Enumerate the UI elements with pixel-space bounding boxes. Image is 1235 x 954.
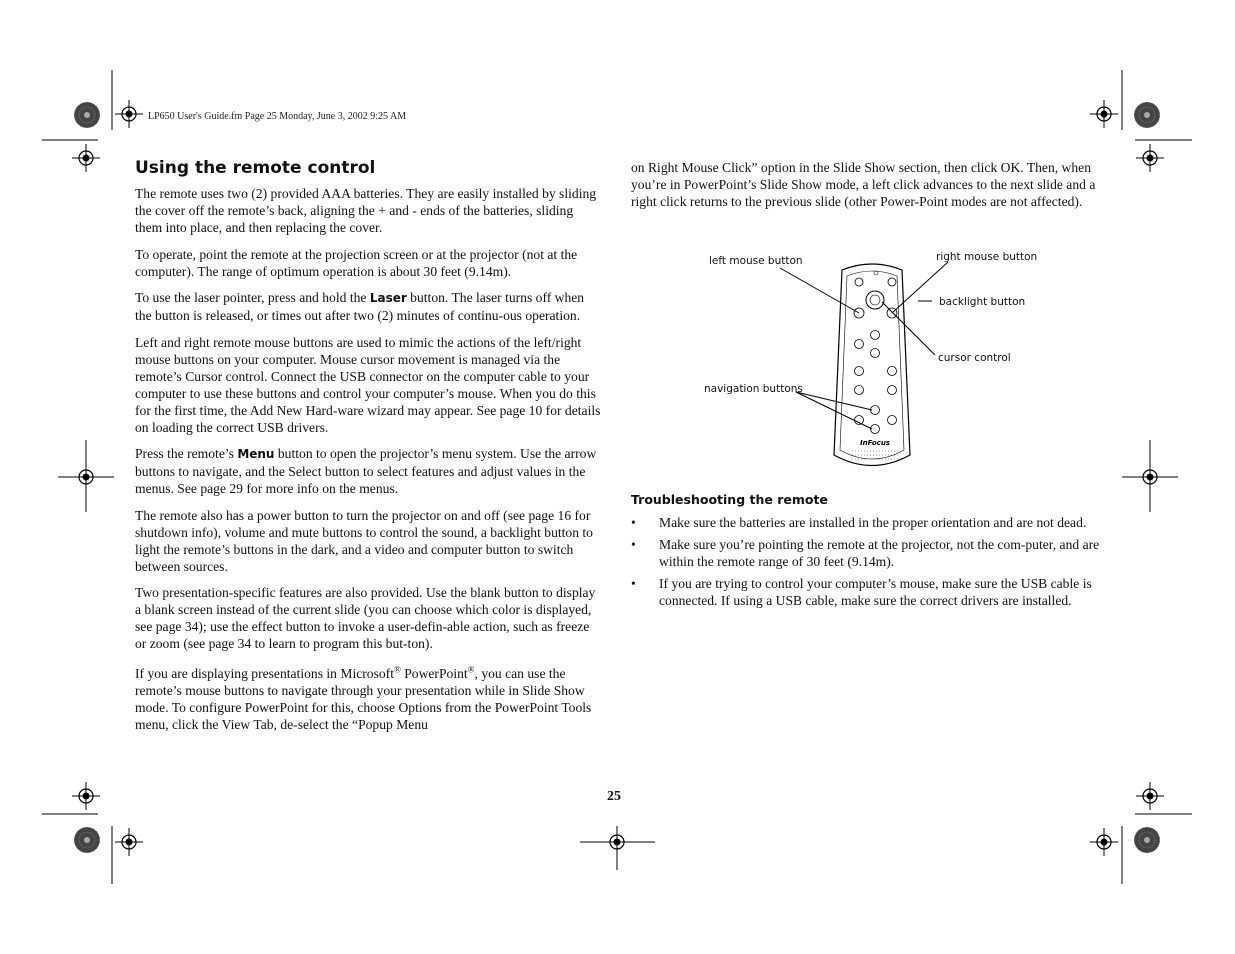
list-item: • Make sure the batteries are installed in the proper orientation and are not dead. <box>631 515 1087 530</box>
troubleshooting-list <box>631 514 1101 614</box>
right-column-paragraph: on Right Mouse Click” option in the Slide Show section, then click OK. Then, when you’re in PowerPoint’s Slide Show mode, a left click advances to the next slide and a right click returns to the previous slide (other Power-Point modes are not affected). <box>631 160 1096 209</box>
label-cursor-control: cursor control <box>938 352 1011 364</box>
label-left-mouse-button: left mouse button <box>709 255 803 267</box>
label-right-mouse-button: right mouse button <box>936 251 1038 263</box>
brand-logo: InFocus <box>860 439 890 447</box>
list-item: • If you are trying to control your computer’s mouse, make sure the USB cable is connected. If using a USB cable, make sure the correct drivers are installed. <box>631 576 1092 608</box>
label-navigation-buttons: navigation buttons <box>704 383 803 395</box>
remote-diagram <box>700 240 1120 480</box>
registration-mark <box>74 102 100 128</box>
paragraph: The remote uses two (2) provided AAA batteries. They are easily installed by sliding the cover off the remote’s back, aligning the + and - ends of the batteries, sliding them into place, and then replacing the cover. <box>135 186 597 235</box>
paragraph: To use the laser pointer, press and hold the Laser button. The laser turns off when the button is released, or times out after two (2) minutes of continu-ous operation. <box>135 290 585 323</box>
remote-body <box>834 264 910 466</box>
paragraph: The remote also has a power button to turn the projector on and off (see page 16 for shutdown info), volume and mute buttons to control the sound, a backlight button to light the remote’s buttons in the dark, and a video and computer button to switch between sources. <box>135 507 593 574</box>
paragraph: Two presentation-specific features are also provided. Use the blank button to display a blank screen instead of the current slide (you can choose which color is displayed, see page 34); use the effect button to invoke a user-defin-able action, such as freeze or zoom (see page 34 to learn to program this but-ton). <box>135 585 596 651</box>
label-backlight-button: backlight button <box>939 296 1026 308</box>
paragraph: Left and right remote mouse buttons are used to mimic the actions of the left/right mouse buttons on your computer. Mouse cursor movement is managed via the remote’s Cursor control. Connect the USB connector on the computer cable to your computer to use these buttons and control your computer’s mouse. When you do this for the first time, the Add New Hard-ware wizard may appear. See page 10 for details on loading the correct USB drivers. <box>135 334 601 435</box>
registration-mark <box>1134 102 1160 128</box>
registration-mark <box>74 827 100 853</box>
menu-term: Menu <box>237 447 275 461</box>
troubleshooting-heading: Troubleshooting the remote <box>631 492 828 507</box>
paragraph: If you are displaying presentations in Microsoft® PowerPoint®, you can use the remote’s mouse buttons to navigate through your presentation while in Slide Show mode. To configure PowerPoint for this, choose Options from the PowerPoint Tools menu, click the View Tab, de-select the “Popup Menu <box>135 664 592 732</box>
paragraph: Press the remote’s Menu button to open the projector’s menu system. Use the arrow buttons to navigate, and the Select button to select features and adjust values in the menus. See page 29 for more info on the menus. <box>135 446 597 496</box>
paragraph: To operate, point the remote at the projection screen or at the projector (not at the computer). The range of optimum operation is about 30 feet (9.14m). <box>135 246 578 279</box>
laser-term: Laser <box>369 291 407 305</box>
page-title: Using the remote control <box>135 158 376 178</box>
registration-mark <box>1134 827 1160 853</box>
file-header: LP650 User's Guide.fm Page 25 Monday, June 3, 2002 9:25 AM <box>148 111 407 122</box>
list-item: • Make sure you’re pointing the remote at the projector, not the com-puter, and are within the remote range of 30 feet (9.14m). <box>631 537 1100 569</box>
page-number: 25 <box>607 789 621 804</box>
left-column <box>135 185 603 743</box>
